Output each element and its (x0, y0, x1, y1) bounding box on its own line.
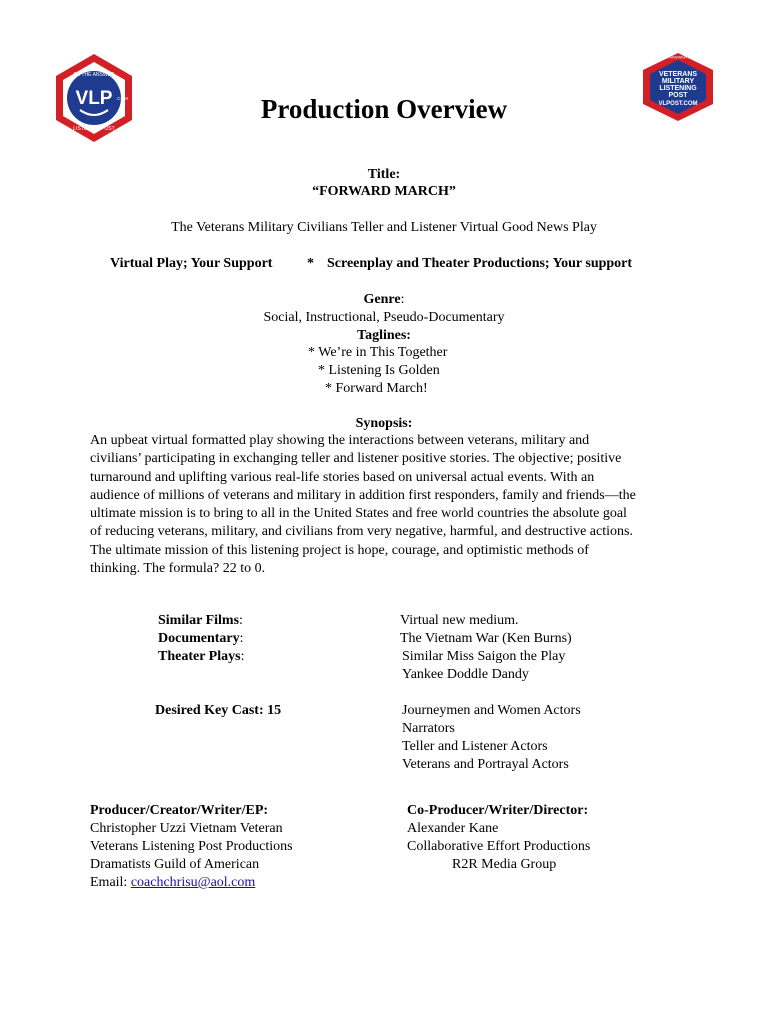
cast-item: Veterans and Portrayal Actors (402, 757, 569, 772)
cast-item: Narrators (402, 721, 455, 736)
genre-heading (0, 291, 768, 309)
documentary-label: Documentary (158, 631, 240, 646)
support-right: Screenplay and Theater Productions; Your support (327, 256, 633, 271)
genre-label: Genre (363, 292, 401, 307)
page-title: Production Overview (260, 94, 508, 124)
synopsis-line: ultimate mission is to bring to all in the United States and free world countries the absolute goal (90, 506, 627, 522)
right-logo-line5: VLPOST.COM (658, 101, 698, 107)
documentary-heading (158, 630, 244, 648)
support-left: Virtual Play; Your Support (110, 256, 273, 271)
right-logo-line1: VETERANS (658, 71, 698, 78)
synopsis-line: The ultimate mission of this listening project is hope, courage, and optimistic methods of (90, 542, 589, 558)
theater-plays-value-2: Yankee Doddle Dandy (402, 667, 529, 682)
support-separator: * (307, 256, 314, 271)
producer-line: Christopher Uzzi Vietnam Veteran (90, 821, 283, 836)
coproducer-line: R2R Media Group (452, 857, 557, 872)
theater-plays-label: Theater Plays (158, 649, 241, 664)
synopsis-line: thinking. The formula? 22 to 0. (90, 561, 266, 577)
similar-films-value: Virtual new medium. (400, 613, 519, 628)
email-label: Email: (90, 875, 128, 890)
synopsis-body (90, 432, 690, 578)
producer-line: Dramatists Guild of American (90, 857, 260, 872)
tagline-item: * Listening Is Golden (318, 363, 440, 378)
similar-films-colon: : (239, 613, 243, 628)
theater-plays-heading (158, 648, 244, 666)
coproducer-label: Co-Producer/Writer/Director: (407, 803, 589, 818)
genre-colon: : (400, 292, 405, 307)
right-logo-ring-text: BE THE ANSWER LISTEN (654, 54, 702, 60)
synopsis-line: turnaround and uplifting various real-life stories based on universal actual events. With an (90, 469, 595, 485)
synopsis-line: of reducing veterans, military, and civilians from very negative, harmful, and destructive actions. (90, 524, 633, 540)
right-logo-line3: LISTENING (659, 85, 697, 92)
producer-label: Producer/Creator/Writer/EP: (90, 803, 269, 818)
synopsis-line: An upbeat virtual formatted play showing the interactions between veterans, military and (90, 433, 590, 448)
vlp-logo-side-text: .COM (116, 96, 128, 101)
synopsis-line: civilians’ participating in exchanging teller and listener positive stories. The objective; positive (90, 451, 622, 467)
tagline-item: * Forward March! (325, 381, 428, 396)
cast-item: Journeymen and Women Actors (402, 703, 581, 718)
synopsis-label: Synopsis: (355, 416, 413, 431)
documentary-value: The Vietnam War (Ken Burns) (400, 631, 572, 646)
email-link[interactable]: coachchrisu@aol.com (130, 875, 256, 890)
right-logo-line4: POST (668, 92, 688, 99)
title-label: Title: (367, 167, 401, 182)
producer-email-row (90, 874, 255, 892)
similar-films-heading (158, 612, 243, 630)
title-subtitle: The Veterans Military Civilians Teller and Listener Virtual Good News Play (171, 220, 597, 235)
producer-line: Veterans Listening Post Productions (90, 839, 293, 854)
taglines-label: Taglines: (357, 328, 411, 343)
coproducer-line: Alexander Kane (407, 821, 499, 836)
cast-label: Desired Key Cast: 15 (155, 703, 282, 718)
right-logo-line2: MILITARY (661, 78, 695, 85)
tagline-item: * We’re in This Together (308, 345, 448, 360)
cast-item: Teller and Listener Actors (402, 739, 548, 754)
vlp-logo-bottom-text: LISTENING POST (73, 126, 115, 132)
title-value: “FORWARD MARCH” (312, 184, 456, 199)
genre-value: Social, Instructional, Pseudo-Documentary (263, 310, 505, 325)
vlp-logo-mark: VLP (75, 88, 113, 109)
documentary-colon: : (239, 631, 244, 646)
coproducer-line: Collaborative Effort Productions (407, 839, 591, 854)
similar-films-label: Similar Films (158, 613, 240, 628)
theater-plays-colon: : (240, 649, 245, 664)
vlp-logo-top-text: BE THE ANSWER (73, 72, 115, 78)
synopsis-line: audience of millions of veterans and military in addition first responders, family and friends—the (90, 487, 636, 503)
theater-plays-value-1: Similar Miss Saigon the Play (402, 649, 566, 664)
